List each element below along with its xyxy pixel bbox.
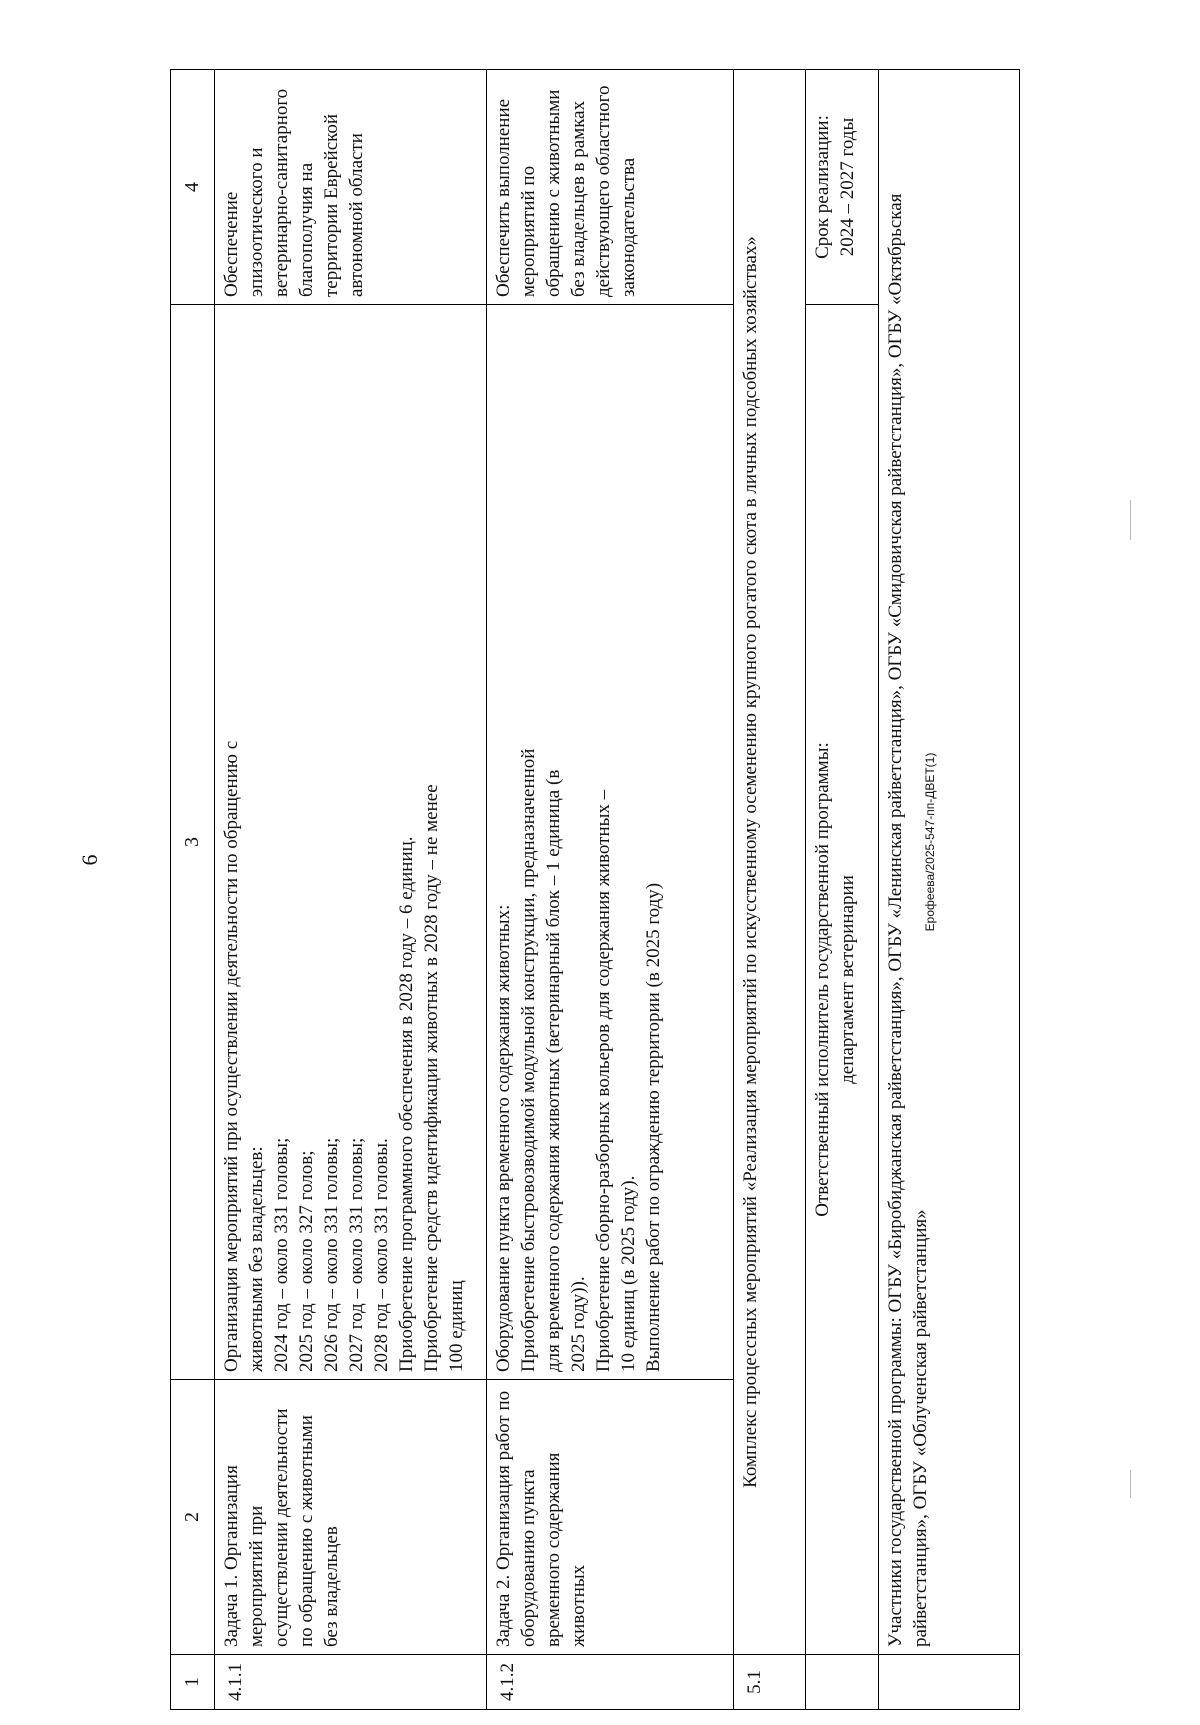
activity-line: 2026 год – около 331 головы; xyxy=(321,1137,343,1372)
activity-line: 2024 год – около 331 головы; xyxy=(271,1137,293,1372)
header-cell-4: 4 xyxy=(171,70,215,305)
activity-line: 10 единиц (в 2025 году). xyxy=(618,1175,640,1372)
program-table xyxy=(170,69,1020,1710)
responsible-row xyxy=(806,70,879,1710)
activity-line: 2027 год – около 331 головы; xyxy=(346,1137,368,1372)
term-cell xyxy=(806,70,879,305)
header-cell-2: 2 xyxy=(171,1380,215,1655)
table-row-4-1-1 xyxy=(215,70,487,1710)
task-cell: Задача 1. Организация мероприятий при осуществлении деятельности по обращению с животными без владельцев xyxy=(215,1380,487,1655)
activity-line: Приобретение сборно-разборных вольеров для содержания животных – xyxy=(593,789,615,1372)
term-label: Срок реализации: xyxy=(812,115,834,259)
task-cell: Задача 2. Организация работ по оборудованию пункта временного содержания животных xyxy=(487,1380,734,1655)
process-complex-title: Комплекс процессных мероприятий «Реализация мероприятий по искусственному осеменению крупного рогатого скота в личных подсобных хозяйствах» xyxy=(733,70,806,1655)
participants-row xyxy=(878,70,1019,1710)
page-number: 6 xyxy=(77,854,102,866)
header-row xyxy=(171,70,215,1710)
header-cell-1: 1 xyxy=(171,1655,215,1710)
empty-cell xyxy=(878,1655,1019,1710)
activity-line: Выполнение работ по ограждению территории (в 2025 году) xyxy=(643,882,665,1372)
responsible-label: Ответственный исполнитель государственной программы: xyxy=(812,742,834,1217)
activity-line: животными без владельцев: xyxy=(246,1146,268,1372)
activity-line: 100 единиц xyxy=(446,1280,468,1372)
activity-line: 2028 год – около 331 головы. xyxy=(371,1138,393,1372)
activity-line: Организация мероприятий при осуществлении деятельности по обращению с xyxy=(221,740,243,1372)
result-cell: Обеспечение эпизоотического и ветеринарно-санитарного благополучия на территории Еврейской автономной области xyxy=(215,70,487,305)
activity-line: 2025 год – около 327 голов; xyxy=(296,1150,318,1372)
responsible-value: департамент ветеринарии xyxy=(837,875,859,1084)
row-number: 4.1.2 xyxy=(487,1655,734,1710)
result-cell: Обеспечить выполнение мероприятий по обращению с животными без владельцев в рамках действующего областного законодательства xyxy=(487,70,734,305)
scan-mark xyxy=(1130,500,1131,540)
row-number: 5.1 xyxy=(733,1655,806,1710)
table-row-4-1-2 xyxy=(487,70,734,1710)
responsible-cell xyxy=(806,305,879,1655)
activity-line: Приобретение средств идентификации животных в 2028 году – не менее xyxy=(421,784,443,1372)
activity-cell xyxy=(487,305,734,1380)
scan-mark xyxy=(1130,1470,1131,1498)
activity-line: Приобретение программного обеспечения в 2028 году – 6 единиц. xyxy=(396,836,418,1372)
footer-code: Ерофеева/2025-547-пп-ДВЕТ(1) xyxy=(923,752,937,932)
rotated-table-container xyxy=(170,70,1020,1710)
term-value: 2024 – 2027 годы xyxy=(837,117,859,257)
row-number: 4.1.1 xyxy=(215,1655,487,1710)
activity-line: для временного содержания животных (ветеринарный блок – 1 единица (в xyxy=(543,769,565,1372)
activity-line: 2025 году)). xyxy=(568,1276,590,1372)
header-cell-3: 3 xyxy=(171,305,215,1380)
participants-cell: Участники государственной программы: ОГБУ «Биробиджанская райветстанция», ОГБУ «Ленинская райветстанция», ОГБУ «Смидовичская райветстанция», ОГБУ «Октябрьская райветстанция», ОГБУ «Облученская райветстанция» xyxy=(878,70,1019,1655)
empty-cell xyxy=(806,1655,879,1710)
table-row-5-1 xyxy=(733,70,806,1710)
activity-line: Оборудование пункта временного содержания животных: xyxy=(493,904,515,1372)
activity-cell xyxy=(215,305,487,1380)
activity-line: Приобретение быстровозводимой модульной конструкции, предназначенной xyxy=(518,748,540,1372)
